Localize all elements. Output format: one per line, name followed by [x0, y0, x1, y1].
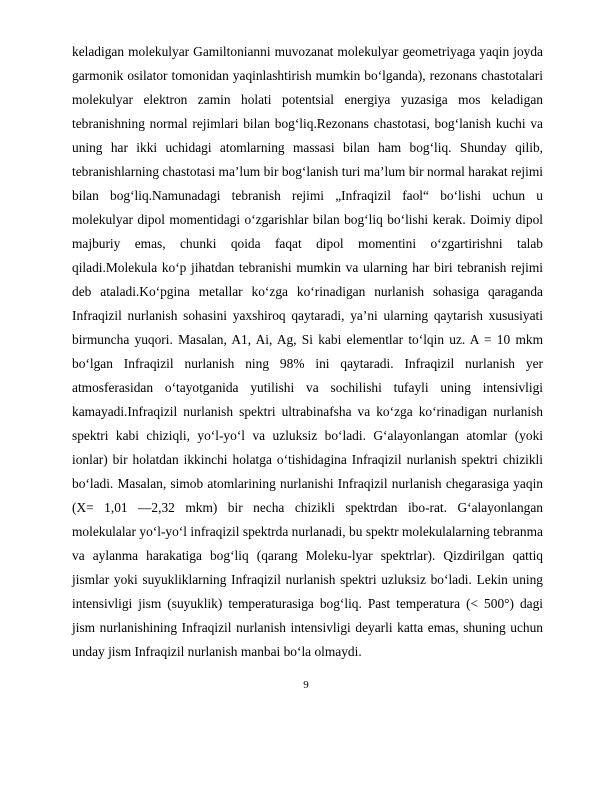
body-paragraph: keladigan molekulyar Gamiltonianni muvozanat molekulyar geometriyaga yaqin joyda garmonik osilator tomonidan yaqinlashtirish mumkin bo‘lganda), rezonans chastotalari molekulyar elektron zamin holati potentsial energiya yuzasiga mos keladigan tebranishning normal rejimlari bilan bog‘liq.Rezonans chastotasi, bog‘lanish kuchi va uning har ikki uchidagi atomlarning massasi bilan ham bog‘liq. Shunday qilib, tebranishlarning chastotasi ma’lum bir bog‘lanish turi ma’lum bir normal harakat rejimi bilan bog‘liq.Namunadagi tebranish rejimi „Infraqizil faol“ bo‘lishi uchun u molekulyar dipol momentidagi o‘zgarishlar bilan bog‘liq bo‘lishi kerak. Doimiy dipol majburiy emas, chunki qoida faqat dipol momentini o‘zgartirishni talab qiladi.Molekula ko‘p jihatdan tebranishi mumkin va ularning har biri tebranish rejimi deb ataladi.Ko‘pgina metallar ko‘zga ko‘rinadigan nurlanish sohasiga qaraganda Infraqizil nurlanish sohasini yaxshiroq qaytaradi, ya’ni ularning qaytarish xususiyati birmuncha yuqori. Masalan, A1, Ai, Ag, Si kabi elementlar to‘lqin uz. A = 10 mkm bo‘lgan Infraqizil nurlanish ning 98% ini qaytaradi. Infraqizil nurlanish yer atmosferasidan o‘tayotganida yutilishi va sochilishi tufayli uning intensivligi kamayadi.Infraqizil nurlanish spektri ultrabinafsha va ko‘zga ko‘rinadigan nurlanish spektri kabi chiziqli, yo‘l-yo‘l va uzluksiz bo‘ladi. G‘alayonlangan atomlar (yoki ionlar) bir holatdan ikkinchi holatga o‘tishidagina Infraqizil nurlanish spektri chizikli bo‘ladi. Masalan, simob atomlarining nurlanishi Infraqizil nurlanish chegarasiga yaqin (X= 1,01 —2,32 mkm) bir necha chizikli spektrdan ibo-rat. G‘alayonlangan molekulalar yo‘l-yo‘l infraqizil spektrda nurlanadi, bu spektr molekulalarning tebranma va aylanma harakatiga bog‘liq (qarang Moleku-lyar spektrlar). Qizdirilgan qattiq jismlar yoki suyukliklarning Infraqizil nurlanish spektri uzluksiz bo‘ladi. Lekin uning intensivligi jism (suyuklik) temperaturasiga bog‘liq. Past temperatura (< 500°) dagi jism nurlanishining Infraqizil nurlanish intensivligi deyarli katta emas, shuning uchun unday jism Infraqizil nurlanish manbai bo‘la olmaydi. — [72, 44, 543, 659]
page-number: 9 — [303, 679, 309, 691]
